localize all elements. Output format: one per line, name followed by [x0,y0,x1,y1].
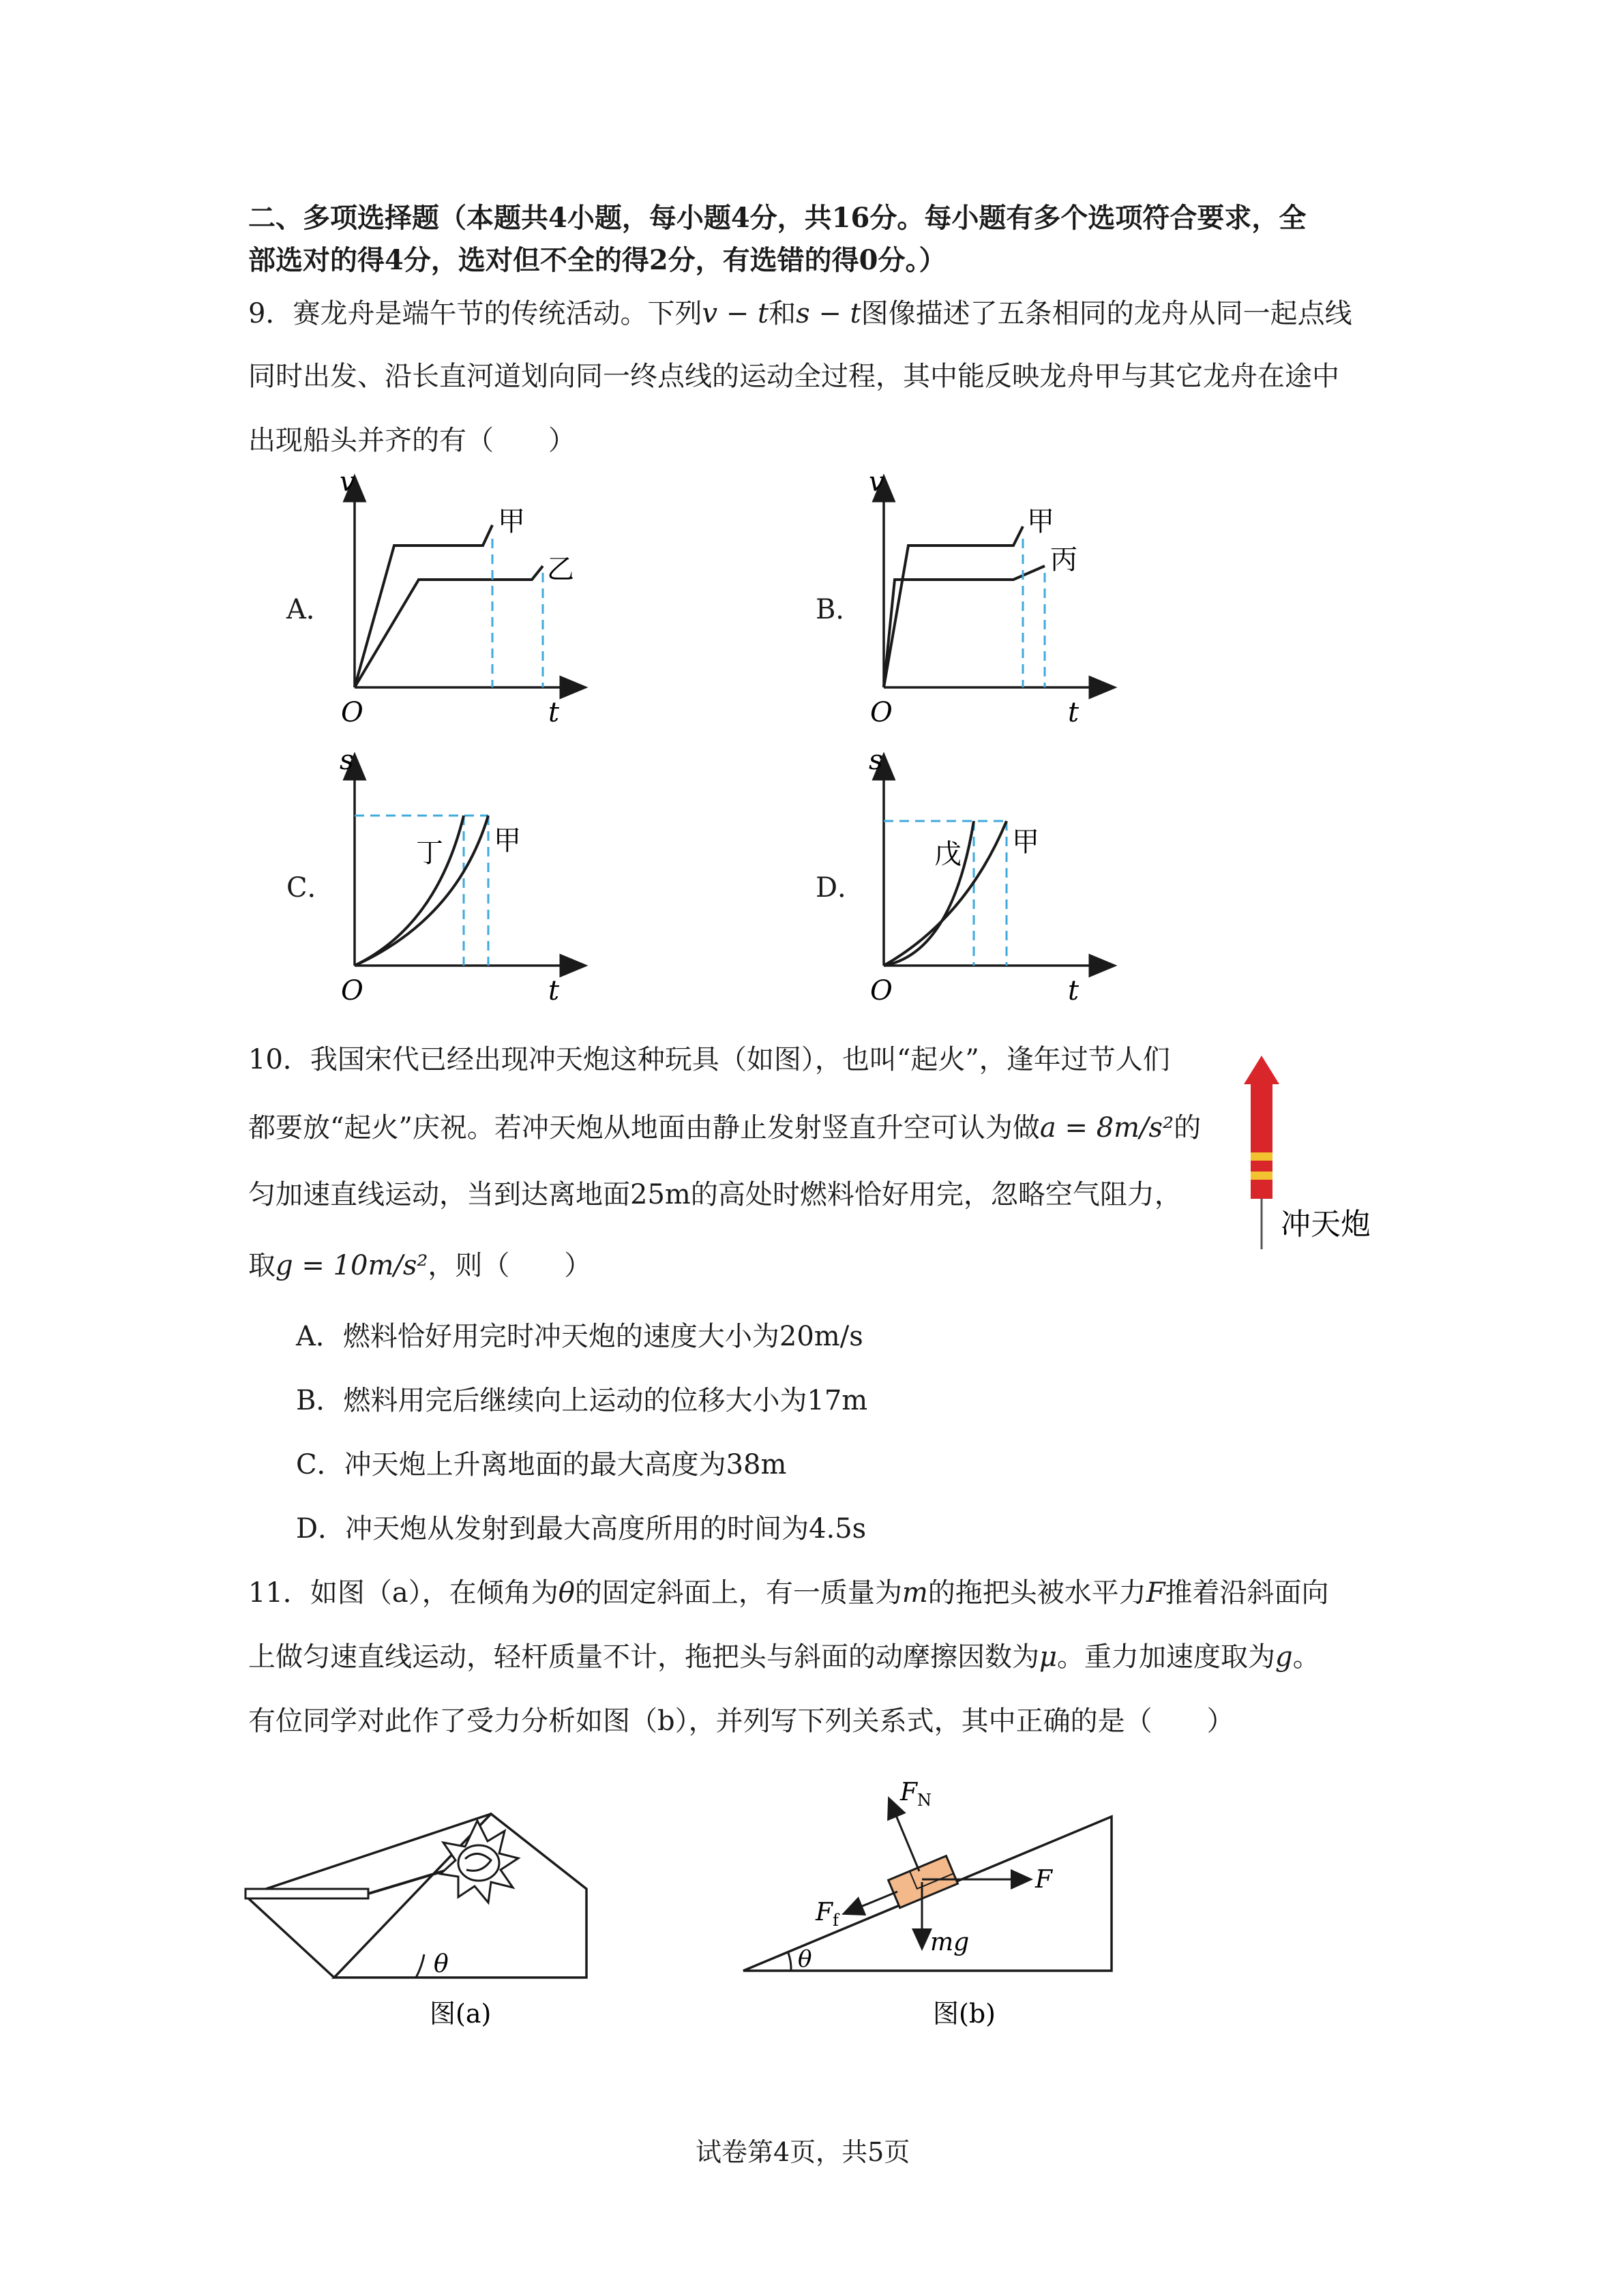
q9-st: s − t [796,298,861,329]
figure-b-caption: 图(b) [933,1999,996,2029]
q10-line4: 取g = 10m/s²，则（ ） [248,1250,592,1281]
curve-label-wu: 戊 [934,839,962,870]
q11-line2: 上做匀速直线运动，轻杆质量不计，拖把头与斜面的动摩擦因数为μ。重力加速度取为g。 [248,1641,1320,1673]
q11-line1: 11．如图（a），在倾角为θ的固定斜面上，有一质量为m的拖把头被水平力F推着沿斜面向 [248,1577,1329,1609]
origin-label: O [341,697,363,728]
figure-a-caption: 图(a) [430,1999,492,2029]
curve-jia [355,525,492,687]
y-axis-label: s [869,745,883,776]
q9-graph-c [334,745,593,1008]
rocket-body-icon [1251,1083,1272,1199]
q9-option-d-label: D． [816,872,865,904]
q9-option-a-label: A． [286,594,333,625]
section-heading-line1: 二、多项选择题（本题共4小题，每小题4分，共16分。每小题有多个选项符合要求，全 [248,202,1307,234]
curve-bing [884,566,1045,687]
q11-figure-b [736,1766,1118,2039]
q9-graph-b [863,466,1122,730]
q11-figure-a [245,1793,668,2039]
q10-line1: 10．我国宋代已经出现冲天炮这种玩具（如图），也叫“起火”，逢年过节人们 [248,1044,1170,1075]
q10-eq-g: g = 10m/s² [276,1250,428,1281]
q11-line3: 有位同学对此作了受力分析如图（b），并列写下列关系式，其中正确的是（ ） [248,1705,1234,1737]
q9-vt: v − t [702,298,769,329]
rocket-band [1251,1152,1272,1161]
curve-label-jia: 甲 [1027,506,1054,537]
origin-label: O [341,975,363,1007]
q10-line3: 匀加速直线运动，当到达离地面25m的高处时燃料恰好用完，忽略空气阻力， [248,1179,1182,1210]
x-axis-label: t [548,697,560,728]
q10-choice-a: A．燃料恰好用完时冲天炮的速度大小为20m/s [296,1321,863,1352]
curve-ding [355,816,464,966]
label-mg: mg [930,1928,970,1956]
q9-graph-a [334,466,593,730]
y-axis-label: s [340,745,354,776]
curve-label-bing: 丙 [1050,544,1077,576]
curve-label-jia: 甲 [498,506,525,537]
curve-label-jia: 甲 [494,825,521,856]
q10-choice-b: B．燃料用完后继续向上运动的位移大小为17m [296,1385,868,1416]
curve-jia [884,526,1023,687]
x-axis-label: t [1068,697,1079,728]
angle-arc [416,1954,424,1978]
angle-label: θ [434,1950,449,1978]
angle-arc [788,1953,791,1971]
q9-line1: 9．赛龙舟是端午节的传统活动。下列v − t和s − t图像描述了五条相同的龙舟从同一起点线 [248,298,1352,329]
q10-choice-d: D．冲天炮从发射到最大高度所用的时间为4.5s [296,1513,867,1545]
mop-handle [245,1889,368,1898]
curve-label-jia: 甲 [1012,826,1039,858]
label-Ff: $F_f$ [816,1898,839,1930]
label-FN: $F_N$ [900,1778,932,1810]
q9-graph-d [863,745,1122,1008]
mop-head-icon [441,1821,518,1903]
page-footer: 试卷第4页，共5页 [696,2137,910,2167]
curve-label-ding: 丁 [416,837,443,869]
origin-label: O [870,975,893,1007]
incline-edge [245,1896,334,1978]
q10-choice-c: C．冲天炮上升离地面的最大高度为38m [296,1449,787,1480]
origin-label: O [870,697,893,728]
q9-option-c-label: C． [286,872,335,904]
x-axis-label: t [1068,975,1079,1007]
rocket-label: 冲天炮 [1281,1207,1371,1242]
q9-option-b-label: B． [816,594,863,625]
q9-line2: 同时出发、沿长直河道划向同一终点线的运动全过程，其中能反映龙舟甲与其它龙舟在途中 [248,361,1339,392]
y-axis-label: v [340,466,355,498]
rocket-illustration [1234,1050,1412,1255]
angle-label: θ [798,1945,812,1973]
q10-line2: 都要放“起火”庆祝。若冲天炮从地面由静止发射竖直升空可认为做a = 8m/s²的 [248,1112,1202,1144]
q10-eq-a: a = 8m/s² [1039,1112,1174,1144]
label-F: F [1035,1866,1052,1894]
section-heading-line2: 部选对的得4分，选对但不全的得2分，有选错的得0分。） [248,244,947,276]
rocket-tip-icon [1244,1056,1279,1084]
y-axis-label: v [869,466,884,498]
normal-force-arrow [892,1806,919,1871]
curve-label-yi: 乙 [547,554,574,585]
q9-line3: 出现船头并齐的有（ ） [248,425,576,456]
rocket-band [1251,1172,1272,1180]
x-axis-label: t [548,975,560,1007]
mop-head-box [889,1856,958,1908]
